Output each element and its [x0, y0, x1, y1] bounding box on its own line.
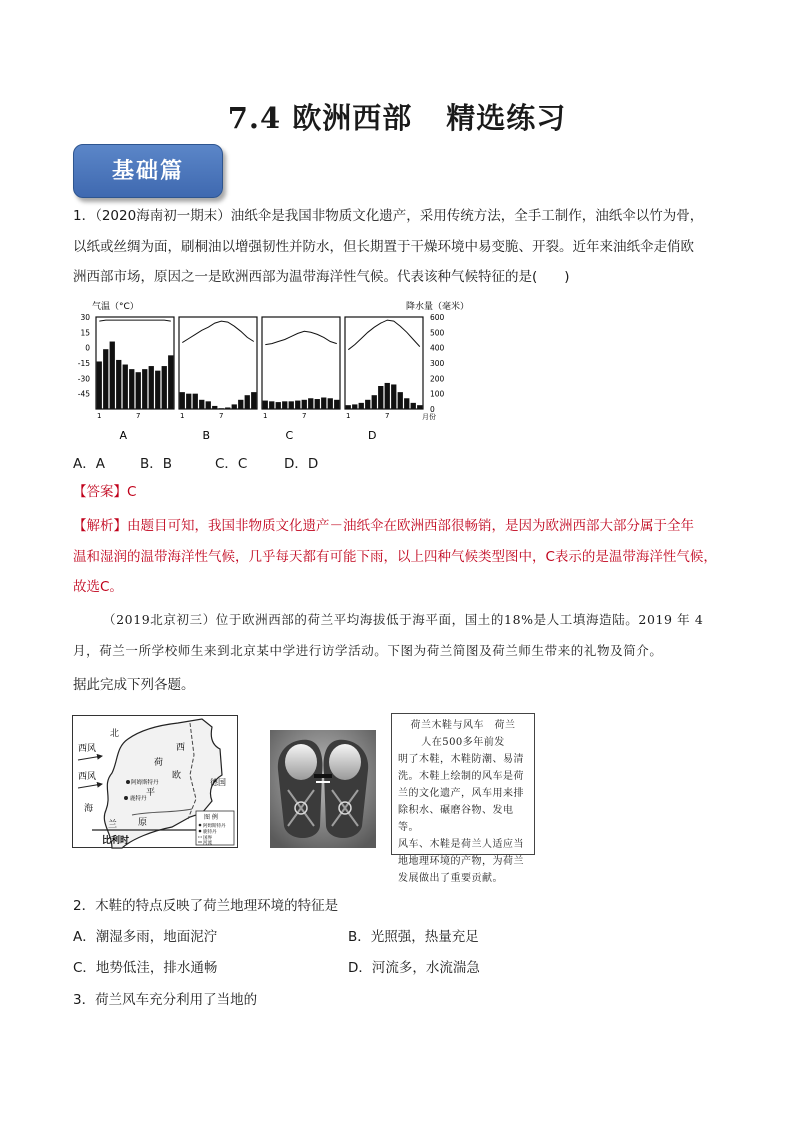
precip-bar [295, 401, 300, 409]
map-city-rotterdam: 鹿特丹 [130, 796, 147, 802]
legend-river: 河流 [203, 841, 212, 846]
precip-bar [212, 406, 217, 409]
q1-line-2: 以纸或丝绸为面，刷桐油以增强韧性并防水，但长期置于干燥环境中易变脆、开裂。近年来油纸伞走俏欧 [73, 238, 694, 255]
precip-bar [238, 400, 243, 409]
month-tick-1: 1 [97, 412, 102, 420]
netherlands-map [72, 715, 238, 848]
month-tick-7: 7 [219, 412, 224, 420]
map-city-amsterdam: 阿姆斯特丹 [131, 780, 159, 786]
month-tick-7: 7 [385, 412, 390, 420]
precip-bar [142, 369, 147, 409]
precip-tick-label: 600 [430, 313, 445, 322]
title-part2: 精选练习 [446, 101, 567, 135]
info-line-8: 发展做出了重要贡献。 [398, 873, 503, 884]
precip-bar [321, 398, 326, 410]
q1-option-b[interactable]: B．B [140, 456, 173, 472]
temp-tick-label: 30 [80, 313, 90, 322]
month-axis-label: 月份 [422, 413, 436, 421]
climate-panel-a [96, 317, 174, 442]
analysis [73, 511, 743, 603]
precip-bar [168, 355, 173, 409]
temp-axis-title: 气温（°C） [92, 302, 139, 312]
temp-tick-label: -45 [77, 389, 90, 399]
map-label-westerly-2: 西风 [78, 772, 97, 782]
map-label-lan: 兰 [108, 820, 118, 830]
precip-bar [149, 366, 154, 409]
panel-label: B [202, 429, 211, 442]
month-tick-1: 1 [346, 412, 351, 420]
panel-label: A [119, 429, 128, 442]
precip-bar [123, 365, 128, 409]
month-tick-1: 1 [263, 412, 268, 420]
material-intro [73, 604, 733, 666]
precip-bar [225, 407, 230, 409]
answer-value: C [127, 484, 137, 500]
precip-bar [315, 399, 320, 409]
map-label-sea: 海 [84, 804, 94, 814]
material-line-2: 月，荷兰一所学校师生来到北京某中学进行访学活动。下图为荷兰简图及荷兰师生带来的礼物及简介。 [73, 643, 663, 658]
climate-panel-c [262, 317, 340, 442]
precip-bar [206, 401, 211, 409]
q1-option-d[interactable]: D．D [284, 456, 319, 472]
q2-option-d[interactable]: D．河流多，水流湍急 [348, 960, 480, 976]
precip-tick-label: 0 [430, 405, 435, 414]
panel-frame [262, 317, 340, 409]
precip-bar [289, 401, 294, 409]
precip-bar [385, 383, 390, 409]
precip-bar [346, 405, 351, 409]
analysis-line-2: 温和湿润的温带海洋性气候，几乎每天都有可能下雨，以上四种气候类型图中，C表示的是温带海洋性气候， [73, 548, 717, 565]
map-label-germany: 德国 [210, 778, 226, 787]
map-label-west: 西 [176, 743, 186, 753]
info-line-6: 风车、木鞋是荷兰人适应当 [398, 839, 524, 850]
climate-chart [60, 297, 470, 445]
precip-bar [116, 360, 121, 409]
precip-bar [97, 361, 102, 409]
title-part1: 7.4 欧洲西部 [227, 101, 413, 135]
q2-option-b[interactable]: B．光照强，热量充足 [348, 929, 479, 945]
info-line-3: 洗。木鞋上绘制的风车是荷 [398, 771, 524, 782]
info-box [391, 713, 535, 884]
info-line-2: 明了木鞋，木鞋防潮、易清 [398, 754, 524, 765]
page-title [0, 96, 794, 137]
precip-bar [391, 384, 396, 409]
info-line-4: 兰的文化遗产，风车用来排 [398, 788, 524, 799]
precip-bar [411, 403, 416, 409]
precip-tick-label: 400 [430, 343, 445, 353]
map-label-westerly-1: 西风 [78, 744, 97, 754]
precip-bar [378, 386, 383, 409]
precip-bar [417, 405, 422, 409]
panel-label: C [285, 429, 294, 442]
precip-bar [245, 395, 250, 409]
precip-bar [103, 349, 108, 409]
precip-bar [199, 400, 204, 409]
precip-bar [365, 400, 370, 409]
precip-bar [219, 408, 224, 409]
info-line-5: 除积水、碾磨谷物、发电等。 [398, 805, 514, 833]
answer-label: 【答案】 [73, 484, 127, 500]
precip-bar [372, 395, 377, 409]
q2-stem: 2．木鞋的特点反映了荷兰地理环境的特征是 [73, 898, 339, 914]
map-label-north: 北 [110, 729, 120, 739]
precip-tick-label: 100 [430, 389, 445, 399]
temp-tick-label: -15 [77, 359, 90, 368]
map-label-ping: 平 [146, 788, 156, 798]
temp-tick-label: 0 [85, 343, 90, 353]
legend-amsterdam: 阿姆斯特丹 [203, 824, 226, 829]
precip-bar [334, 400, 339, 409]
map-label-he: 荷 [154, 758, 164, 768]
precip-tick-label: 500 [430, 328, 445, 338]
q1-option-a[interactable]: A．A [73, 456, 105, 472]
panel-label: D [368, 429, 377, 442]
precip-bar [308, 398, 313, 409]
temp-tick-label: 15 [80, 328, 90, 338]
material-line-1: （2019北京初三）位于欧洲西部的荷兰平均海拔低于海平面，国土的18%是人工填海造陆。2019 年 4 [103, 612, 704, 627]
q3-stem: 3．荷兰风车充分利用了当地的 [73, 992, 258, 1008]
precip-tick-label: 300 [430, 359, 445, 368]
question-1 [73, 201, 733, 293]
precip-bar [302, 400, 307, 409]
info-line-1: 人在500多年前发 [421, 737, 505, 748]
q1-option-c[interactable]: C．C [215, 456, 248, 472]
climate-panel-d [345, 317, 423, 442]
analysis-line-1: 由题目可知，我国非物质文化遗产－油纸伞在欧洲西部很畅销，是因为欧洲西部大部分属于全年 [127, 518, 694, 534]
material-line-3: 据此完成下列各题。 [73, 677, 195, 693]
precip-bar [263, 401, 268, 409]
q2-option-c[interactable]: C．地势低洼，排水通畅 [73, 960, 218, 976]
info-box-title: 荷兰木鞋与风车 荷兰 [410, 720, 516, 731]
legend-title: 图 例 [204, 814, 218, 821]
precip-axis-title: 降水量（毫米） [406, 302, 470, 312]
precip-bar [269, 401, 274, 409]
temp-tick-label: -30 [77, 374, 90, 384]
month-tick-1: 1 [180, 412, 185, 420]
precip-tick-label: 200 [430, 374, 445, 384]
precip-bar [136, 372, 141, 409]
precip-bar [404, 398, 409, 409]
precip-bar [251, 392, 256, 409]
precip-bar [162, 366, 167, 409]
precip-bar [359, 403, 364, 409]
amsterdam-dot [126, 780, 130, 784]
rotterdam-dot [124, 796, 128, 800]
precip-bar [282, 401, 287, 409]
legend-rotterdam: 鹿特丹 [203, 830, 217, 835]
month-tick-7: 7 [136, 412, 141, 420]
precip-bar [155, 371, 160, 409]
precip-bar [180, 392, 185, 409]
precip-bar [193, 394, 198, 409]
precip-bar [276, 402, 281, 409]
precip-bar [352, 404, 357, 409]
section-badge: 基础篇 [73, 144, 223, 198]
analysis-line-3: 故选C。 [73, 579, 123, 595]
answer-line [73, 477, 136, 508]
precip-bar [328, 398, 333, 409]
precip-bar [398, 392, 403, 409]
q1-line-1: 1．（2020海南初一期末）油纸伞是我国非物质文化遗产，采用传统方法，全手工制作，油纸伞以竹为骨， [73, 208, 704, 224]
map-label-eu: 欧 [172, 771, 182, 781]
q1-line-3: 洲西部市场，原因之一是欧洲西部为温带海洋性气候。代表该种气候特征的是( ) [73, 269, 570, 285]
precip-bar [129, 369, 134, 409]
precip-bar [186, 394, 191, 409]
precip-bar [232, 404, 237, 409]
wooden-shoes-photo [270, 730, 376, 848]
map-label-belgium: 比利时 [102, 836, 130, 846]
info-line-7: 地地理环境的产物，为荷兰 [398, 856, 524, 867]
panel-frame [345, 317, 423, 409]
month-tick-7: 7 [302, 412, 307, 420]
precip-bar [110, 342, 115, 409]
map-label-yuan: 原 [138, 818, 148, 828]
climate-panel-b [179, 317, 257, 442]
analysis-label: 【解析】 [73, 518, 127, 534]
legend-border: 国界 [203, 836, 212, 841]
q2-option-a[interactable]: A．潮湿多雨，地面泥泞 [73, 929, 218, 945]
